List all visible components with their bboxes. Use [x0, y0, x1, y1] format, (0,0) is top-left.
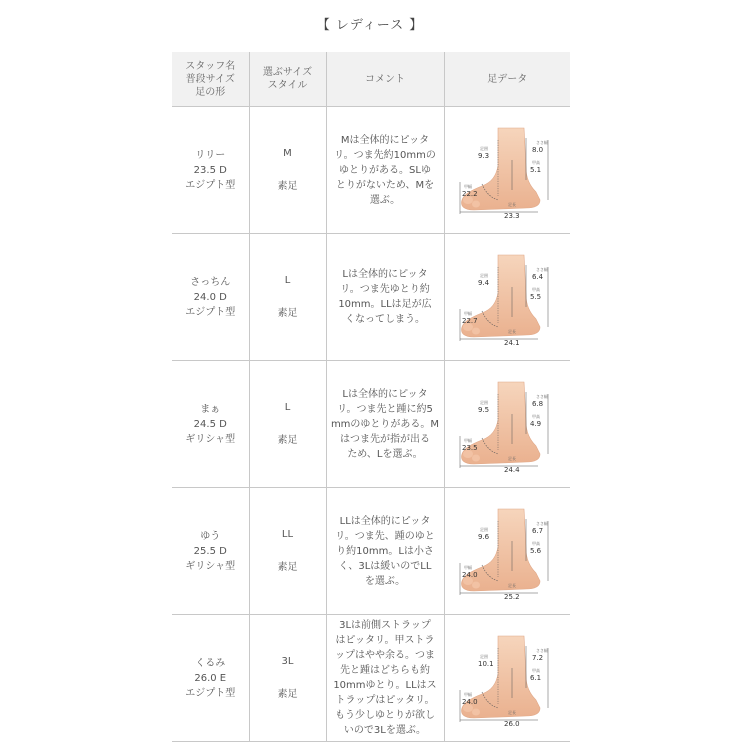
- staff-cell: [172, 615, 249, 742]
- comment-line: トラップはピッタリ。: [335, 695, 435, 706]
- chosen-size: M: [283, 148, 292, 159]
- comment-line: ップはやや余る。つま: [335, 650, 435, 661]
- comment-line: はピッタリ。甲ストラ: [335, 635, 435, 646]
- comment-line: Mは全体的にピッタ: [340, 134, 430, 146]
- staff-cell: [172, 107, 249, 234]
- usual-size: 24.5 D: [193, 418, 227, 430]
- comment-line: 10mm。LLは足が広: [338, 299, 432, 310]
- style-label: 素足: [277, 435, 298, 446]
- girth-label: 足囲: [480, 654, 489, 659]
- style-label: 素足: [277, 181, 298, 192]
- instep-label: 甲高: [532, 668, 541, 673]
- table-row: [172, 234, 570, 361]
- length-value: 25.2: [504, 593, 520, 601]
- girth-label: 足囲: [480, 527, 489, 532]
- instep-value: 5.1: [530, 166, 542, 174]
- comment-line: とりがないため、Mを: [335, 179, 435, 191]
- chosen-size: L: [284, 275, 291, 286]
- size-cell: [249, 488, 326, 615]
- comment-cell: [326, 615, 444, 742]
- foot-diagram: [452, 628, 562, 728]
- chosen-size: L: [284, 402, 291, 413]
- section-title: 【 レディース 】: [316, 18, 424, 33]
- girth-value: 9.3: [478, 152, 490, 160]
- width-label: ささ幅: [536, 267, 549, 272]
- arch-label: 甲幅: [464, 438, 473, 443]
- header-foot-data: 足データ: [444, 52, 570, 107]
- foot-diagram: [452, 247, 562, 347]
- instep-label: 甲高: [532, 541, 541, 546]
- table-row: [172, 361, 570, 488]
- comment-line: もう少しゆとりが欲し: [335, 710, 435, 721]
- instep-label: 甲高: [532, 414, 541, 419]
- arch-label: 甲幅: [464, 565, 473, 570]
- girth-label: 足囲: [480, 400, 489, 405]
- usual-size: 25.5 D: [193, 545, 227, 557]
- table-header-row: [172, 52, 570, 107]
- length-value: 24.4: [504, 466, 520, 474]
- instep-label: 甲高: [532, 160, 541, 165]
- style-label: 素足: [277, 562, 298, 573]
- header-comment: コメント: [326, 52, 444, 107]
- ball-value: 24.0: [462, 571, 478, 579]
- arch-label: 甲幅: [464, 311, 473, 316]
- instep-value: 5.5: [530, 293, 542, 301]
- size-table: [172, 52, 570, 742]
- width-value: 6.4: [532, 273, 544, 281]
- comment-line: 3Lは前側ストラップ: [339, 620, 431, 631]
- width-label: ささ幅: [536, 521, 549, 526]
- size-cell: [249, 361, 326, 488]
- foot-data-cell: [444, 361, 570, 488]
- header-size: 選ぶサイズ スタイル: [249, 52, 326, 107]
- style-label: 素足: [277, 308, 298, 319]
- instep-value: 5.6: [530, 547, 542, 555]
- instep-value: 4.9: [530, 420, 542, 428]
- comment-line: リ。つま先と踵に約5: [337, 403, 433, 415]
- comment-line: いので3Lを選ぶ。: [343, 725, 427, 736]
- comment-line: リ。つま先、踵のゆと: [335, 530, 435, 542]
- arch-label: 甲幅: [464, 692, 473, 697]
- width-label: ささ幅: [536, 648, 549, 653]
- comment-line: はつま先が指が出る: [340, 433, 430, 445]
- foot-diagram: [452, 374, 562, 474]
- comment-line: く、3Lは緩いのでLL: [338, 560, 432, 572]
- width-value: 6.8: [532, 400, 544, 408]
- header-staff: スタッフ名 普段サイズ 足の形: [172, 52, 249, 107]
- staff-cell: [172, 361, 249, 488]
- usual-size: 23.5 D: [193, 164, 227, 176]
- length-label: 足長: [508, 329, 517, 334]
- staff-name: ゆう: [200, 530, 221, 542]
- comment-line: Lは全体的にピッタ: [342, 269, 428, 280]
- chosen-size: 3L: [281, 656, 294, 667]
- ball-value: 22.7: [462, 317, 478, 325]
- length-label: 足長: [508, 456, 517, 461]
- chosen-size: LL: [281, 529, 294, 540]
- comment-line: ため、Lを選ぶ。: [347, 448, 423, 460]
- foot-shape: ギリシャ型: [185, 433, 236, 445]
- comment-cell: [326, 361, 444, 488]
- ball-value: 24.0: [462, 698, 478, 706]
- comment-line: 10mmゆとり。LLはス: [333, 680, 437, 691]
- length-value: 23.3: [504, 212, 520, 220]
- staff-name: くるみ: [195, 657, 226, 669]
- usual-size: 26.0 E: [194, 672, 227, 684]
- table-row: [172, 615, 570, 742]
- width-value: 8.0: [532, 146, 544, 154]
- girth-label: 足囲: [480, 146, 489, 151]
- table-row: [172, 107, 570, 234]
- length-label: 足長: [508, 202, 517, 207]
- foot-shape: エジプト型: [185, 306, 236, 318]
- staff-name: リリー: [195, 149, 226, 161]
- size-cell: [249, 615, 326, 742]
- foot-shape: エジプト型: [185, 179, 236, 191]
- girth-value: 9.5: [478, 406, 490, 414]
- foot-data-cell: [444, 488, 570, 615]
- comment-cell: [326, 107, 444, 234]
- instep-label: 甲高: [532, 287, 541, 292]
- length-value: 24.1: [504, 339, 520, 347]
- comment-line: リ。つま先約10mmの: [334, 149, 436, 161]
- girth-label: 足囲: [480, 273, 489, 278]
- comment-line: mmのゆとりがある。M: [330, 418, 440, 430]
- instep-value: 6.1: [530, 674, 542, 682]
- girth-value: 9.6: [478, 533, 490, 541]
- length-label: 足長: [508, 710, 517, 715]
- comment-line: くなってしまう。: [345, 314, 425, 325]
- width-label: ささ幅: [536, 394, 549, 399]
- foot-shape: ギリシャ型: [185, 560, 236, 572]
- foot-data-cell: [444, 234, 570, 361]
- foot-data-cell: [444, 107, 570, 234]
- comment-cell: [326, 234, 444, 361]
- foot-shape: エジプト型: [185, 687, 236, 699]
- comment-line: リ。つま先ゆとり約: [340, 284, 430, 295]
- staff-cell: [172, 488, 249, 615]
- foot-diagram: [452, 501, 562, 601]
- width-value: 7.2: [532, 654, 544, 662]
- width-value: 6.7: [532, 527, 544, 535]
- foot-data-cell: [444, 615, 570, 742]
- ball-value: 22.2: [462, 190, 478, 198]
- ball-value: 23.5: [462, 444, 478, 452]
- comment-line: 先と踵はどちらも約: [340, 665, 430, 676]
- comment-line: Lは全体的にピッタ: [342, 388, 428, 400]
- size-cell: [249, 234, 326, 361]
- size-cell: [249, 107, 326, 234]
- width-label: ささ幅: [536, 140, 549, 145]
- style-label: 素足: [277, 689, 298, 700]
- staff-name: さっちん: [190, 276, 231, 288]
- length-value: 26.0: [504, 720, 520, 728]
- table-row: [172, 488, 570, 615]
- girth-value: 9.4: [478, 279, 490, 287]
- foot-diagram: [452, 120, 562, 220]
- comment-line: を選ぶ。: [364, 575, 406, 587]
- girth-value: 10.1: [478, 660, 494, 668]
- comment-cell: [326, 488, 444, 615]
- comment-line: 選ぶ。: [369, 194, 401, 206]
- comment-line: ゆとりがある。SLゆ: [339, 164, 431, 176]
- staff-cell: [172, 234, 249, 361]
- comment-line: LLは全体的にピッタ: [339, 515, 431, 527]
- length-label: 足長: [508, 583, 517, 588]
- comment-line: り約10mm。Lは小さ: [336, 545, 434, 557]
- usual-size: 24.0 D: [193, 291, 227, 303]
- staff-name: まぁ: [200, 403, 221, 415]
- arch-label: 甲幅: [464, 184, 473, 189]
